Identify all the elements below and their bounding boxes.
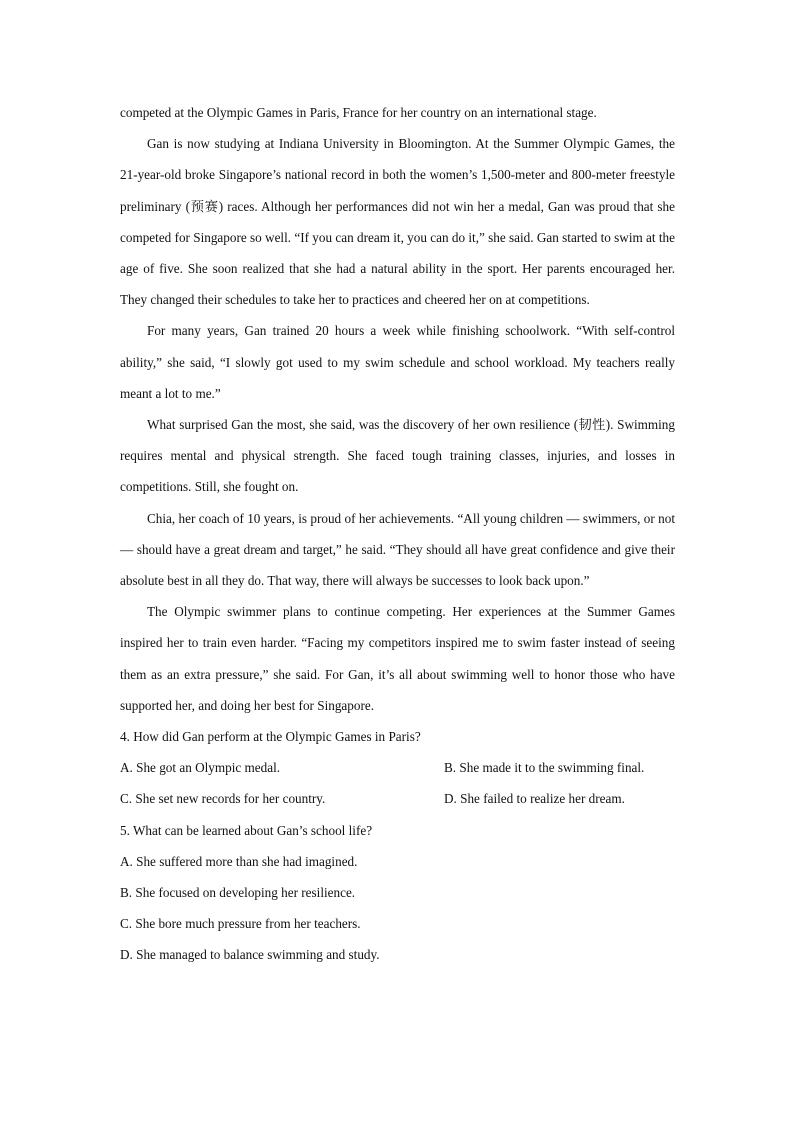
question-4-option-b: B. She made it to the swimming final. (444, 760, 645, 776)
question-5-option-d: D. She managed to balance swimming and study. (120, 947, 380, 963)
question-5-stem: 5. What can be learned about Gan’s school life? (120, 822, 373, 838)
question-4-option-c: C. She set new records for her country. (120, 791, 326, 807)
question-4-option-a: A. She got an Olympic medal. (120, 760, 281, 776)
question-4-stem: 4. How did Gan perform at the Olympic Games in Paris? (120, 729, 421, 745)
passage-paragraph-3: For many years, Gan trained 20 hours a week while finishing schoolwork. “With self-control ability,” she said, “I slowly got used to my swim schedule and school workload. My teachers really meant a lot to me.” (120, 323, 675, 401)
passage-paragraph-1: competed at the Olympic Games in Paris, France for her country on an international stage. (120, 105, 597, 120)
passage-paragraph-6: The Olympic swimmer plans to continue competing. Her experiences at the Summer Games inspired her to train even harder. “Facing my competitors inspired me to swim faster instead of seeing them as an extra pressure,” she said. For Gan, it’s all about swimming well to honor those who have supported her, and doing her best for Singapore. (120, 604, 675, 713)
question-4-options-row-2 (120, 783, 675, 814)
passage-paragraph-4: What surprised Gan the most, she said, was the discovery of her own resilience (韧性). Swimming requires mental and physical strength. She faced tough training classes, injuries, and losses in competitions. Still, she fought on. (120, 417, 675, 495)
question-4-options-row-1 (120, 752, 675, 783)
question-5-option-b: B. She focused on developing her resilience. (120, 885, 356, 901)
question-4-option-d: D. She failed to realize her dream. (444, 791, 625, 807)
passage-paragraph-2: Gan is now studying at Indiana University in Bloomington. At the Summer Olympic Games, the 21-year-old broke Singapore’s national record in both the women’s 1,500-meter and 800-meter freestyle preliminary (预赛) races. Although her performances did not win her a medal, Gan was proud that she competed for Singapore so well. “If you can dream it, you can do it,” she said. Gan started to swim at the age of five. She soon realized that she had a natural ability in the sport. Her parents encouraged her. They changed their schedules to take her to practices and cheered her on at competitions. (120, 136, 675, 308)
document-page (120, 97, 675, 971)
question-5-option-a: A. She suffered more than she had imagined. (120, 853, 358, 869)
passage-paragraph-5: Chia, her coach of 10 years, is proud of her achievements. “All young children — swimmers, or not — should have a great dream and target,” he said. “They should all have great confidence and give their absolute best in all they do. That way, there will always be successes to look back upon.” (120, 510, 675, 589)
question-5-option-c: C. She bore much pressure from her teachers. (120, 916, 361, 932)
